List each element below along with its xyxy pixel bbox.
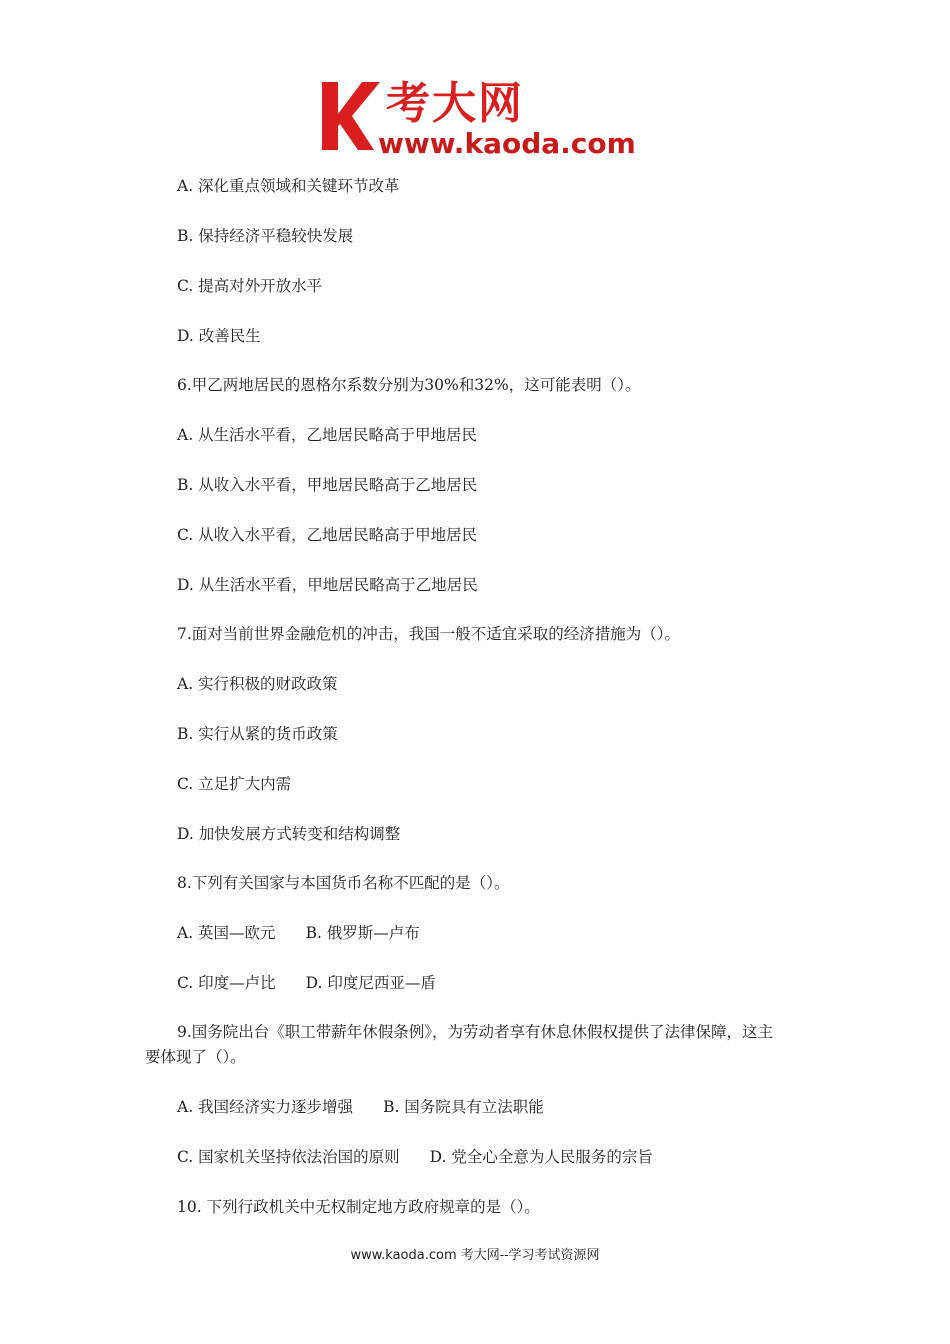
q6-option-d: D. 从生活水平看，甲地居民略高于乙地居民 [177,576,478,594]
question-7: 7.面对当前世界金融危机的冲击，我国一般不适宜采取的经济措施为（）。 [177,625,681,643]
question-6: 6.甲乙两地居民的恩格尔系数分别为30%和32%，这可能表明（）。 [177,376,641,394]
q6-option-b: B. 从收入水平看，甲地居民略高于乙地居民 [177,476,478,494]
k-logo-icon [318,80,384,152]
question-10: 10. 下列行政机关中无权制定地方政府规章的是（）。 [177,1198,540,1216]
q6-option-a: A. 从生活水平看，乙地居民略高于甲地居民 [177,426,478,444]
logo-brand-text: 考大网 [386,78,524,129]
q8-option-c: C. 印度—卢比 [177,974,276,992]
q7-option-c: C. 立足扩大内需 [177,775,292,793]
q8-options-row-2 [177,973,436,993]
question-8: 8.下列有关国家与本国货币名称不匹配的是（）。 [177,874,510,892]
q9-option-a: A. 我国经济实力逐步增强 [177,1098,354,1116]
q5-option-d: D. 改善民生 [177,327,261,345]
page-footer [0,1247,950,1265]
q8-options-row-1 [177,923,420,943]
q9-option-c: C. 国家机关坚持依法治国的原则 [177,1148,400,1166]
q6-option-c: C. 从收入水平看，乙地居民略高于甲地居民 [177,526,478,544]
kaoda-logo [318,78,640,162]
q5-option-c: C. 提高对外开放水平 [177,277,323,295]
footer-site-name: 考大网--学习考试资源网 [456,1248,600,1263]
question-9-line-1: 9.国务院出台《职工带薪年休假条例》，为劳动者享有休息休假权提供了法律保障，这主 [177,1023,774,1041]
question-9-line-2: 要体现了（）。 [145,1048,246,1066]
q7-option-d: D. 加快发展方式转变和结构调整 [177,825,401,843]
q9-option-d: D. 党全心全意为人民服务的宗旨 [429,1148,653,1166]
q9-options-row-1 [177,1097,544,1117]
q8-option-d: D. 印度尼西亚—盾 [305,974,436,992]
q5-option-b: B. 保持经济平稳较快发展 [177,227,354,245]
q8-option-a: A. 英国—欧元 [177,924,276,942]
q9-option-b: B. 国务院具有立法职能 [383,1098,544,1116]
q7-option-b: B. 实行从紧的货币政策 [177,725,338,743]
q8-option-b: B. 俄罗斯—卢布 [305,924,420,942]
q5-option-a: A. 深化重点领域和关键环节改革 [177,177,400,195]
q7-option-a: A. 实行积极的财政政策 [177,675,338,693]
logo-url-text: www.kaoda.com [378,127,636,160]
footer-url-link[interactable]: www.kaoda.com [350,1248,457,1263]
q9-options-row-2 [177,1147,653,1167]
